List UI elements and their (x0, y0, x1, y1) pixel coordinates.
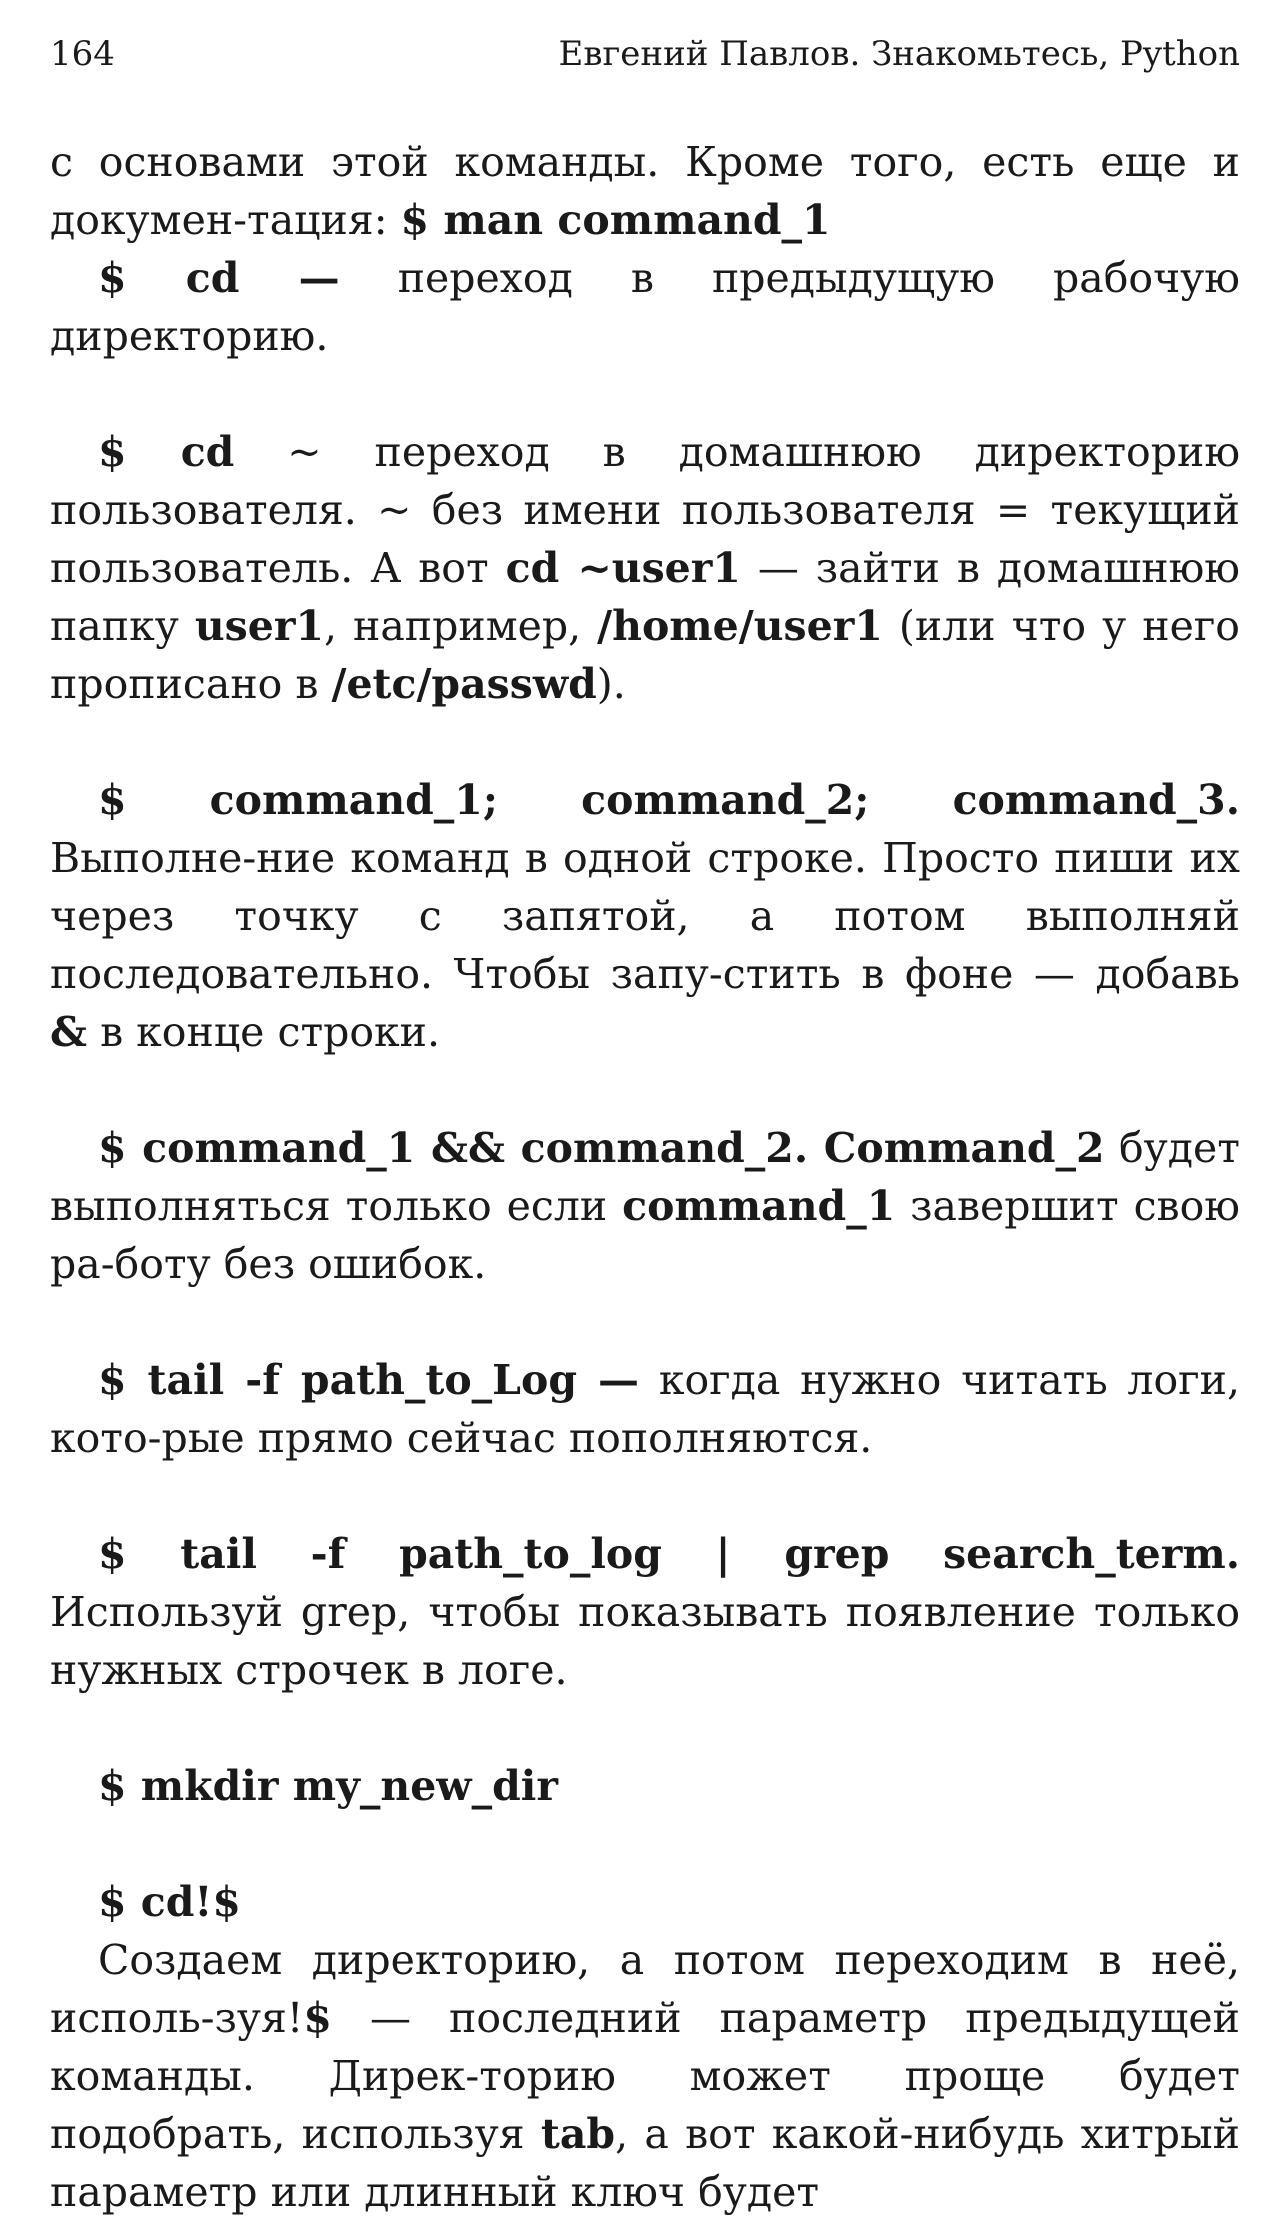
paragraph-command-and: $ command_1 && command_2. Command_2 будет выполняться только если command_1 завершит свою ра-боту без ошибок. (50, 1124, 1240, 1288)
paragraph-cd-home: $ cd ~ переход в домашнюю директорию пользователя. ~ без имени пользователя = текущий пользователь. А вот cd ~user1 — зайти в домашнюю папку user1, например, /home/user1 (или что у него прописано в /etc/passwd). (50, 428, 1241, 708)
paragraph-tail-grep: $ tail -f path_to_log | grep search_term. Используй grep, чтобы показывать появление только нужных строчек в логе. (50, 1530, 1240, 1694)
paragraph-man-command: с основами этой команды. Кроме того, есть еще и докумен-тация: $ man command_1 (50, 138, 1240, 244)
running-title: Евгений Павлов. Знакомьтесь, Python (558, 34, 1240, 74)
paragraph-mkdir: $ mkdir my_new_dir (98, 1762, 558, 1810)
page-header (50, 30, 1240, 78)
paragraph-tail-log: $ tail -f path_to_Log — когда нужно читать логи, кото-рые прямо сейчас пополняются. (50, 1356, 1240, 1462)
paragraph-command-sequence: $ command_1; command_2; command_3. Выполне-ние команд в одной строке. Просто пиши их через точку с запятой, а потом выполняй последовательно. Чтобы запу-стить в фоне — добавь & в конце строки. (50, 776, 1240, 1056)
body-text (50, 133, 1240, 2221)
paragraph-cd-dash: $ cd — переход в предыдущую рабочую директорию. (50, 254, 1240, 360)
page-number: 164 (50, 34, 115, 74)
paragraph-explanation: Создаем директорию, а потом переходим в неё, исполь-зуя!$ — последний параметр предыдущей команды. Дирек-торию может проще будет подобрать, используя tab, а вот какой-нибудь хитрый параметр или длинный ключ будет (50, 1936, 1240, 2216)
paragraph-cd-last-arg: $ cd!$ (98, 1878, 241, 1926)
